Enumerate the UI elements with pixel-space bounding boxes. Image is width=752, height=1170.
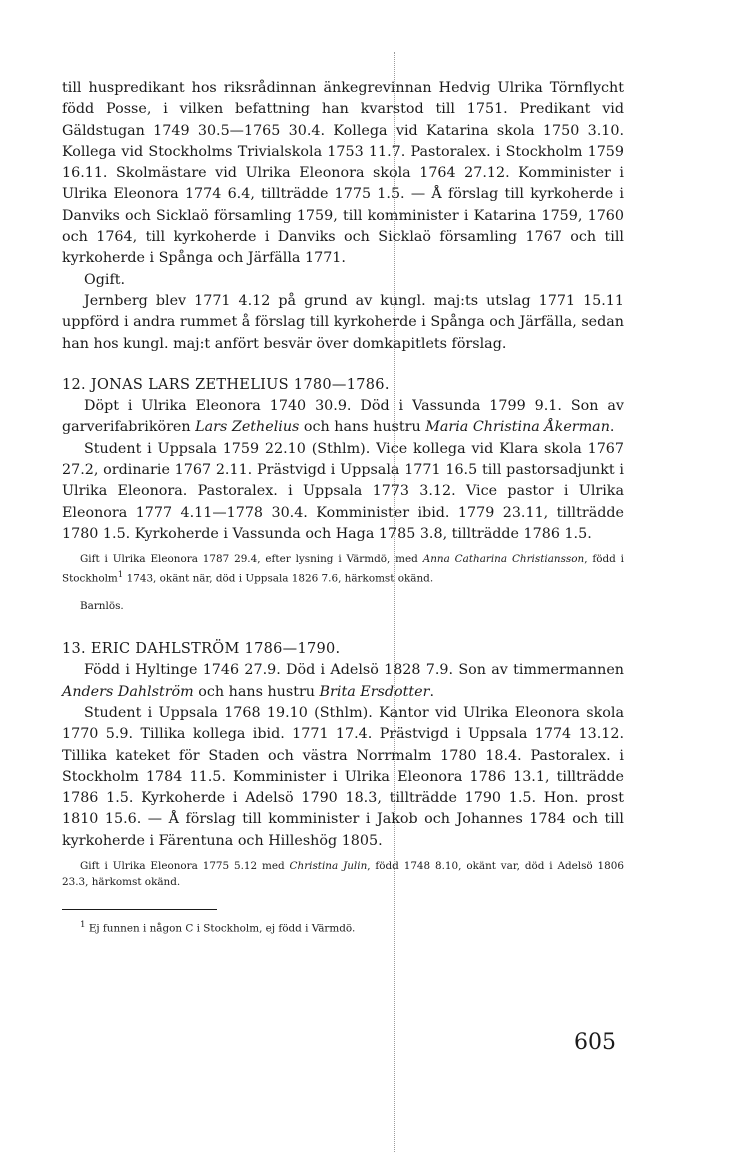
mother-name: Maria Christina Åkerman xyxy=(425,419,610,436)
text-run: , född i Stockholm xyxy=(62,553,625,585)
father-name: Anders Dahlström xyxy=(62,683,194,700)
wife-name: Christina Julin xyxy=(289,860,368,873)
entry-13-career: Student i Uppsala 1768 19.10 (Sthlm). Kantor vid Ulrika Eleonora skola 1770 5.9. Tillika kollega ibid. 1771 17.4. Prästvigd i Uppsala 1774 13.12. Tillika kateket för Staden och västra Norrmalm 1780 18.4. Pastoralex. i Stockholm 1784 11.5. Komminister i Ulrika Eleonora 1786 13.1, tillträdde 1786 1.5. Kyrkoherde i Adelsö 1790 18.3, tillträdde 1790 1.5. Hon. prost 1810 15.6. — Å förslag till komminister i Jakob och Johannes 1784 och till kyrkoherde i Färentuna och Hilleshög 1805. xyxy=(62,704,624,849)
text-run: och hans hustru xyxy=(193,683,320,700)
entry-13-marriage xyxy=(62,859,624,891)
wife-name: Anna Catharina Christiansson xyxy=(422,553,585,566)
entry-heading-13: 13. ERIC DAHLSTRÖM 1786—1790. xyxy=(62,641,341,658)
marital-status: Ogift. xyxy=(84,271,126,288)
text-run: . xyxy=(429,683,434,700)
text-run: 1743, okänt när, död i Uppsala 1826 7.6, härkomst okänd. xyxy=(123,572,434,585)
text-run: . xyxy=(609,419,615,436)
entry-12-children: Barnlös. xyxy=(80,600,124,613)
footnote xyxy=(62,918,624,937)
footnote-mark: 1 xyxy=(80,919,86,930)
text-run: Gift i Ulrika Eleonora 1787 29.4, efter lysning i Värmdö, med xyxy=(80,553,423,566)
entry-12-birth xyxy=(62,396,624,439)
entry-heading-12: 12. JONAS LARS ZETHELIUS 1780—1786. xyxy=(62,376,390,393)
text-run: Född i Hyltinge 1746 27.9. Död i Adelsö 1828 7.9. Son av timmermannen xyxy=(84,662,624,679)
footnote-divider xyxy=(62,909,217,910)
mother-name: Brita Ersdotter xyxy=(319,683,430,700)
footnote-text: Ej funnen i någon C i Stockholm, ej född i Värmdö. xyxy=(85,922,356,935)
entry-13-birth xyxy=(62,660,624,703)
page-number: 605 xyxy=(574,1030,616,1055)
text-run: och hans hustru xyxy=(299,419,426,436)
paragraph-note: Jernberg blev 1771 4.12 på grund av kungl. maj:ts utslag 1771 15.11 uppförd i andra rummet å förslag till kyrkoherde i Spånga och Järfälla, sedan han hos kungl. maj:t anfört besvär över domkapitlets förslag. xyxy=(62,292,624,352)
text-run: , född 1748 8.10, okänt var, död i Adelsö 1806 23.3, härkomst okänd. xyxy=(62,860,624,888)
text-run: Gift i Ulrika Eleonora 1775 5.12 med xyxy=(80,860,290,873)
entry-12-career: Student i Uppsala 1759 22.10 (Sthlm). Vice kollega vid Klara skola 1767 27.2, ordinarie 1767 2.11. Prästvigd i Uppsala 1771 16.5 till pastorsadjunkt i Ulrika Eleonora. Pastoralex. i Uppsala 1773 3.12. Vice pastor i Ulrika Eleonora 1777 4.11—1778 30.4. Komminister ibid. 1779 23.11, tillträdde 1780 1.5. Kyrkoherde i Vassunda och Haga 1785 3.8, tillträdde 1786 1.5. xyxy=(62,440,624,542)
father-name: Lars Zethelius xyxy=(195,419,300,436)
footnote-reference: 1 xyxy=(117,570,124,581)
document-page xyxy=(62,78,624,937)
text-run: Döpt i Ulrika Eleonora 1740 30.9. Död i Vassunda 1799 9.1. Son av garverifabrikören xyxy=(62,398,624,436)
entry-12-marriage xyxy=(62,552,624,587)
paragraph-continuation: till huspredikant hos riksrådinnan änkegrevinnan Hedvig Ulrika Törnflycht född Posse, i vilken befattning han kvarstod till 1751. Predikant vid Gäldstugan 1749 30.5—1765 30.4. Kollega vid Katarina skola 1750 3.10. Kollega vid Stockholms Trivialskola 1753 11.7. Pastoralex. i Stockholm 1759 16.11. Skolmästare vid Ulrika Eleonora skola 1764 27.12. Komminister i Ulrika Eleonora 1774 6.4, tillträdde 1775 1.5. — Å förslag till kyrkoherde i Danviks och Sicklaö församling 1759, till komminister i Katarina 1759, 1760 och 1764, till kyrkoherde i Danviks och Sicklaö församling 1767 och till kyrkoherde i Spånga och Järfälla 1771. xyxy=(62,80,624,267)
